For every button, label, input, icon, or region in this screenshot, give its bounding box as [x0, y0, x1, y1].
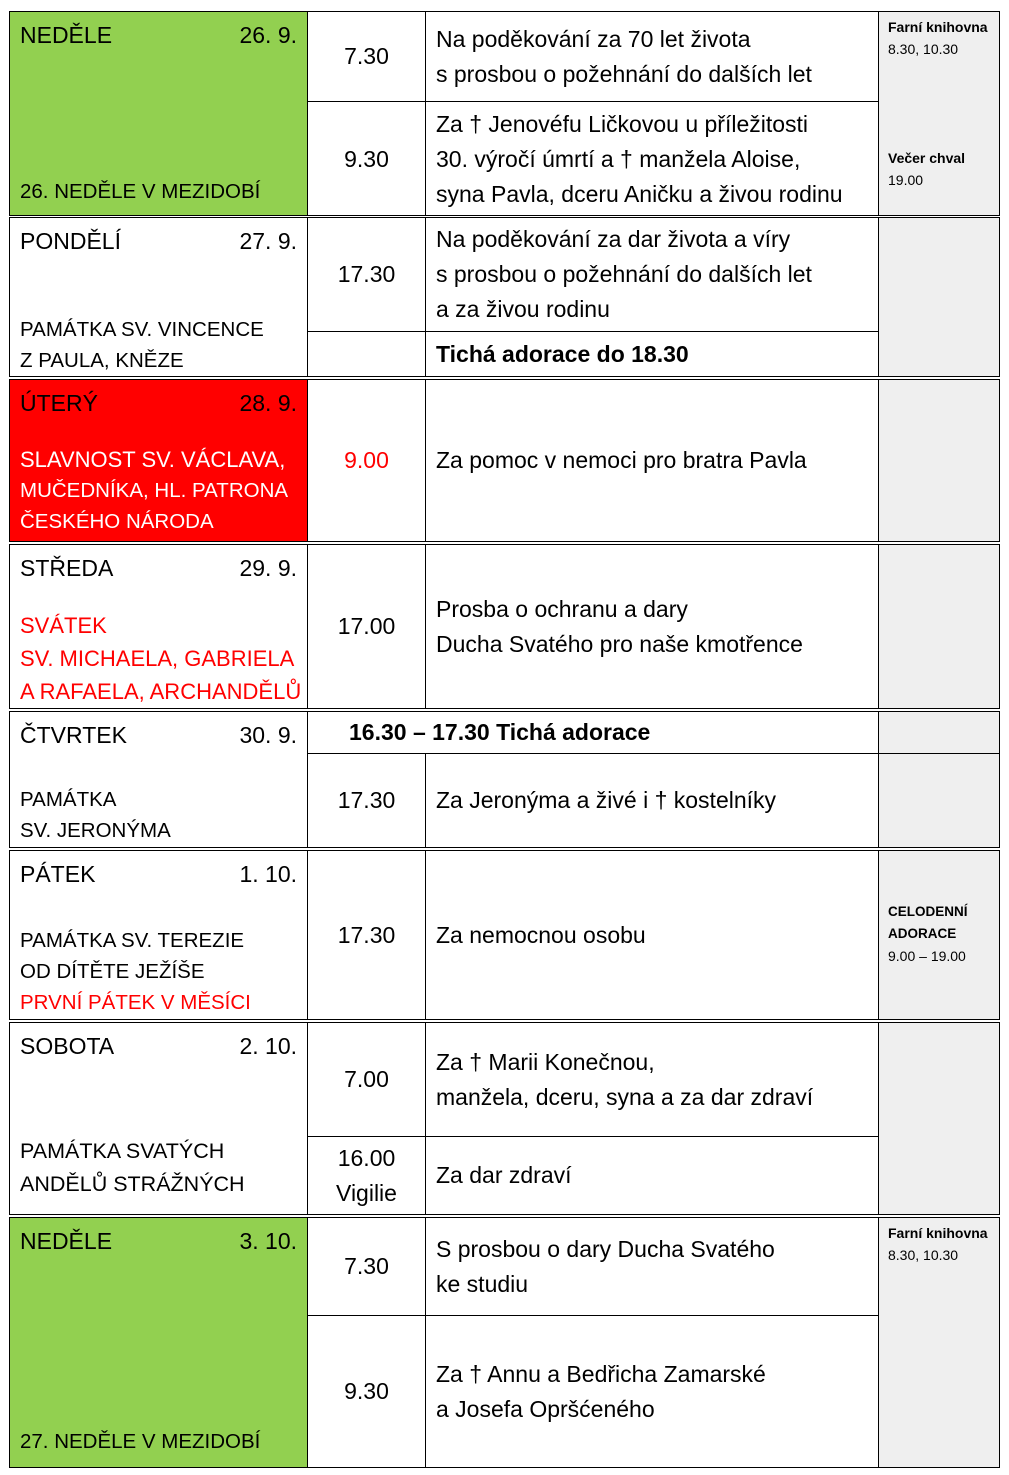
- note-title: Farní knihovna: [888, 19, 988, 35]
- mass-intention: Za pomoc v nemoci pro bratra Pavla: [436, 447, 807, 473]
- day-date: 3. 10.: [239, 1228, 297, 1254]
- mass-time: 9.30: [308, 1316, 426, 1467]
- day-block-wednesday: [9, 544, 1000, 709]
- day-date: 2. 10.: [239, 1033, 297, 1059]
- day-date: 26. 9.: [239, 22, 297, 48]
- day-name: PONDĚLÍ: [20, 228, 121, 254]
- mass-intention: Za Jeronýma a živé i † kostelníky: [436, 787, 777, 813]
- feast-title: PAMÁTKA SV. TEREZIE OD DÍTĚTE JEŽÍŠE PRVNÍ PÁTEK V MĚSÍCI: [20, 929, 251, 1014]
- mass-intention: Prosba o ochranu a dary Ducha Svatého pro naše kmotřence: [436, 595, 803, 657]
- feast-title: SLAVNOST SV. VÁCLAVA, MUČEDNÍKA, HL. PATRONA ČESKÉHO NÁRODA: [20, 447, 289, 533]
- day-header: [10, 380, 308, 541]
- mass-time: 16.00 Vigilie: [308, 1137, 426, 1214]
- day-header: [10, 12, 308, 215]
- mass-intention: Na poděkování za dar života a víry s prosbou o požehnání do dalších let a za živou rodinu: [436, 226, 812, 322]
- adoration-row: 16.30 – 17.30 Tichá adorace: [349, 719, 651, 745]
- day-header: [10, 1023, 308, 1214]
- mass-intention: Za † Marii Konečnou, manžela, dceru, syna a za dar zdraví: [436, 1048, 814, 1110]
- day-date: 1. 10.: [239, 861, 297, 887]
- mass-intention: Za dar zdraví: [436, 1162, 572, 1188]
- mass-time: 17.30: [308, 218, 426, 331]
- mass-time: 9.00: [308, 380, 426, 541]
- mass-time: 7.00: [308, 1023, 426, 1136]
- day-name: NEDĚLE: [20, 1228, 113, 1254]
- mass-time: 17.30: [308, 754, 426, 847]
- side-notes: [878, 1218, 999, 1467]
- day-date: 30. 9.: [239, 722, 297, 748]
- feast-title: PAMÁTKA SV. JERONÝMA: [20, 788, 171, 842]
- day-header: [10, 712, 308, 847]
- feast-title: 26. NEDĚLE V MEZIDOBÍ: [20, 180, 261, 203]
- mass-time-empty: [308, 332, 426, 377]
- side-notes: [878, 1023, 999, 1214]
- day-header: [10, 1218, 308, 1467]
- note-time: 9.00 – 19.00: [888, 948, 966, 964]
- day-block-tuesday: [9, 379, 1000, 542]
- day-name: PÁTEK: [20, 861, 96, 887]
- day-block-thursday: [9, 711, 1000, 848]
- mass-time: 7.30: [308, 12, 426, 101]
- day-date: 27. 9.: [239, 228, 297, 254]
- note-title: CELODENNÍ ADORACE: [888, 904, 968, 941]
- day-name: ČTVRTEK: [20, 722, 127, 748]
- day-block-sunday-3: [9, 1217, 1000, 1468]
- side-notes: [878, 380, 999, 541]
- adoration-note: Tichá adorace do 18.30: [436, 341, 689, 367]
- day-name: SOBOTA: [20, 1033, 115, 1059]
- day-date: 28. 9.: [239, 390, 297, 416]
- side-notes: [878, 712, 999, 847]
- day-header: [10, 218, 308, 376]
- day-name: ÚTERÝ: [20, 390, 98, 416]
- mass-intention: Za † Jenovéfu Ličkovou u příležitosti 30. výročí úmrtí a † manžela Aloise, syna Pavla, dceru Aničku a živou rodinu: [436, 110, 843, 207]
- side-notes: [878, 545, 999, 708]
- feast-title: PAMÁTKA SVATÝCH ANDĚLŮ STRÁŽNÝCH: [20, 1139, 245, 1196]
- side-notes: [878, 851, 999, 1019]
- mass-time: 7.30: [308, 1218, 426, 1315]
- mass-time: 9.30: [308, 102, 426, 216]
- note-title: Farní knihovna: [888, 1225, 988, 1241]
- day-name: NEDĚLE: [20, 22, 113, 48]
- day-header: [10, 851, 308, 1019]
- note-time: 19.00: [888, 172, 924, 188]
- day-name: STŘEDA: [20, 555, 114, 581]
- note-title: Večer chval: [888, 150, 966, 166]
- mass-time: 17.00: [308, 545, 426, 708]
- side-notes: [878, 12, 999, 215]
- day-block-saturday: [9, 1022, 1000, 1215]
- mass-intention: Na poděkování za 70 let života s prosbou o požehnání do dalších let: [436, 25, 812, 87]
- feast-title: SVÁTEK SV. MICHAELA, GABRIELA A RAFAELA, ARCHANDĚLŮ: [20, 613, 302, 704]
- feast-title: 27. NEDĚLE V MEZIDOBÍ: [20, 1430, 261, 1453]
- day-block-monday: [9, 217, 1000, 377]
- day-date: 29. 9.: [239, 555, 297, 581]
- day-block-sunday-26: [9, 11, 1000, 216]
- mass-time: 17.30: [308, 851, 426, 1019]
- mass-intention: S prosbou o dary Ducha Svatého ke studiu: [436, 1235, 775, 1297]
- mass-intention: Za nemocnou osobu: [436, 921, 646, 948]
- note-time: 8.30, 10.30: [888, 1247, 959, 1263]
- feast-title: PAMÁTKA SV. VINCENCE Z PAULA, KNĚZE: [20, 318, 264, 372]
- side-notes: [878, 218, 999, 376]
- note-time: 8.30, 10.30: [888, 41, 959, 57]
- day-header: [10, 545, 308, 708]
- mass-intention: Za † Annu a Bedřicha Zamarské a Josefa Opršćeného: [436, 1360, 766, 1422]
- day-block-friday: [9, 850, 1000, 1020]
